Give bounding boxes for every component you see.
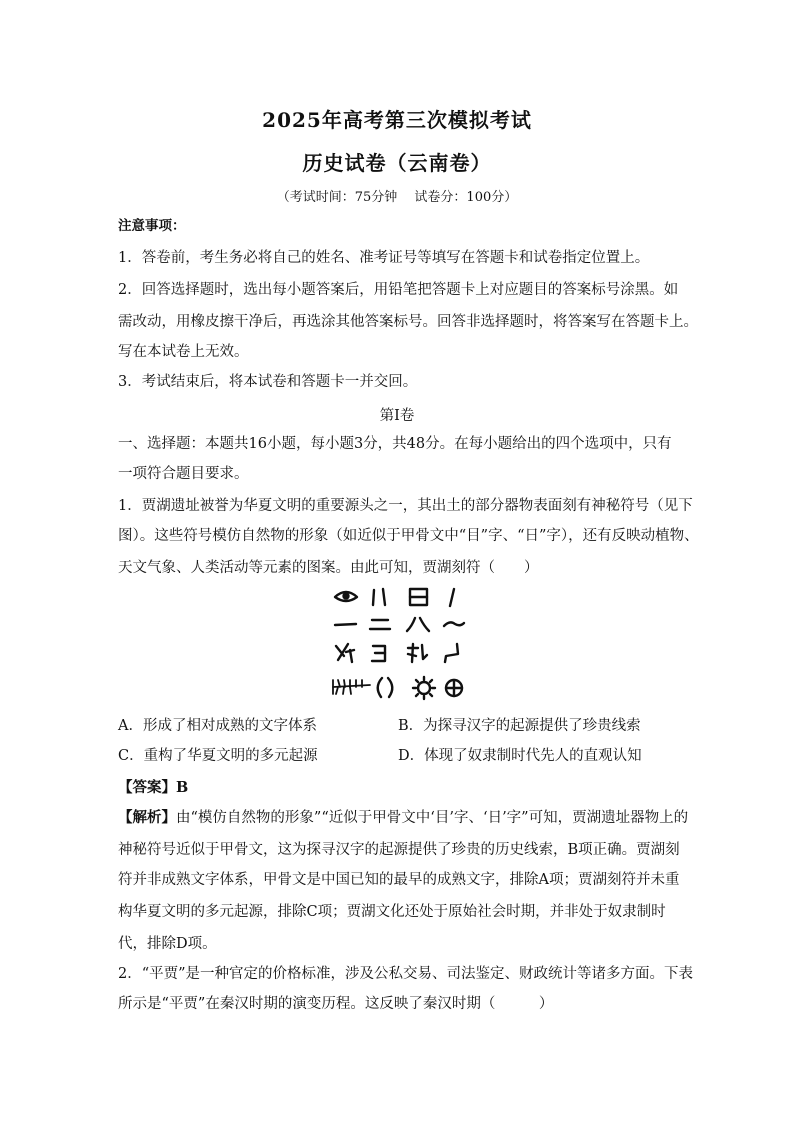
q1-analysis-4: 构华夏文明的多元起源，排除C项；贾湖文化还处于原始社会时期，并非处于奴隶制时: [118, 904, 666, 920]
serrated-symbol-icon: [333, 680, 370, 694]
section-intro-1: 一、选择题：本题共16小题，每小题3分，共48分。在每小题给出的四个选项中，只有: [118, 436, 672, 452]
q1-option-c: C．重构了华夏文明的多元起源: [118, 748, 318, 764]
one-symbol-icon: [335, 624, 356, 625]
q1-analysis-5: 代，排除D项。: [118, 936, 217, 952]
q1-answer: 【答案】B: [118, 779, 189, 796]
notice-item-3: 3．考试结束后，将本试卷和答题卡一并交回。: [118, 374, 418, 390]
eight-symbol-icon: [407, 618, 429, 631]
q1-option-b: B．为探寻汉字的起源提供了珍贵线索: [398, 718, 641, 734]
q2-stem-1: 2．“平贾”是一种官定的价格标准，涉及公私交易、司法鉴定、财政统计等诸多方面。下表: [118, 966, 694, 982]
wave-symbol-icon: [444, 622, 464, 626]
jiahu-symbols-figure: [330, 584, 470, 704]
notice-item-2-cont: 需改动，用橡皮擦干净后，再选涂其他答案标号。回答非选择题时，将答案写在答题卡上。: [118, 314, 698, 330]
notice-item-2-end: 写在本试卷上无效。: [118, 344, 249, 360]
sun-symbol-icon: [413, 677, 435, 699]
q1-analysis-3: 符并非成熟文字体系，甲骨文是中国已知的最早的成熟文字，排除A项；贾湖刻符并未重: [118, 872, 680, 888]
hand-symbol-icon: [372, 646, 385, 661]
section-intro-2: 一项符合题目要求。: [118, 466, 249, 482]
exam-title: 2025年高考第三次模拟考试: [262, 108, 532, 132]
q2-stem-2: 所示是“平贾”在秦汉时期的演变历程。这反映了秦汉时期（ ）: [118, 996, 554, 1012]
two-strokes-symbol-icon: [373, 589, 385, 605]
slash-symbol-icon: [450, 589, 454, 606]
q1-analysis-2: 神秘符号近似于甲骨文，这为探寻汉字的起源提供了珍贵的历史线索，B项正确。贾湖刻: [118, 842, 680, 858]
eye-symbol-icon: [335, 592, 357, 601]
hook-symbol-icon: [445, 644, 458, 662]
q1-option-a: A．形成了相对成熟的文字体系: [118, 718, 317, 734]
exam-info: （考试时间：75分钟 试卷分：100分）: [276, 190, 518, 205]
notice-heading: 注意事项：: [118, 218, 186, 234]
box-symbol-icon: [410, 589, 427, 605]
analysis-label: 【解析】: [118, 809, 176, 826]
two-symbol-icon: [370, 620, 390, 629]
parenthesis-symbol-icon: [378, 678, 393, 697]
notice-item-2: 2．回答选择题时，选出每小题答案后，用铅笔把答题卡上对应题目的答案标号涂黑。如: [118, 282, 679, 298]
q1-stem-3: 天文气象、人类活动等元素的图案。由此可知，贾湖刻符（ ）: [118, 560, 539, 576]
figure-symbol-icon: [336, 644, 354, 662]
q1-analysis-1: [118, 808, 689, 828]
circled-cross-symbol-icon: [446, 680, 462, 696]
exam-subtitle: 历史试卷（云南卷）: [302, 151, 492, 175]
plant-symbol-icon: [408, 644, 427, 662]
notice-item-1: 1．答卷前，考生务必将自己的姓名、准考证号等填写在答题卡和试卷指定位置上。: [118, 250, 650, 266]
q1-stem-2: 图）。这些符号模仿自然物的形象（如近似于甲骨文中“目”字、“日”字），还有反映动植物、: [118, 528, 699, 544]
analysis-text: 由“模仿自然物的形象”“近似于甲骨文中‘目’字、‘日’字”可知，贾湖遗址器物上的: [176, 810, 689, 826]
q1-option-d: D．体现了奴隶制时代先人的直观认知: [398, 748, 642, 764]
volume-title: 第Ⅰ卷: [379, 408, 415, 424]
q1-stem-1: 1．贾湖遗址被誉为华夏文明的重要源头之一，其出土的部分器物表面刻有神秘符号（见下: [118, 498, 693, 514]
